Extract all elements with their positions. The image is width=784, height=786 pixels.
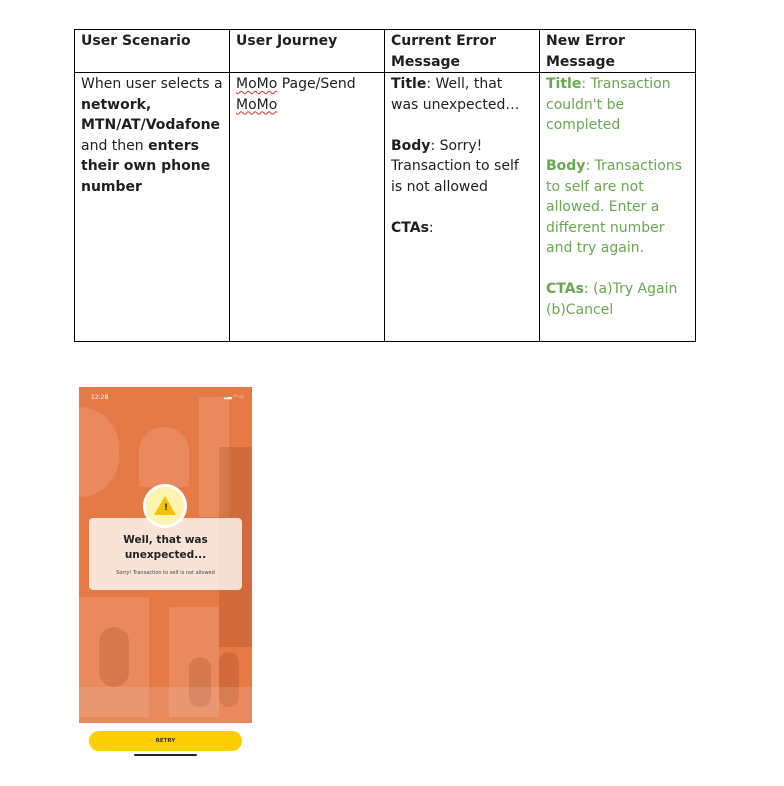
scenario-network-bold: network, MTN/AT/Vodafone: [81, 96, 221, 133]
cell-user-journey: [230, 73, 385, 342]
status-icons: ▂▃ ◠ ▭: [224, 394, 244, 400]
error-message-table: [74, 29, 696, 342]
current-ctas: [391, 218, 533, 239]
table-header-row: [75, 30, 696, 73]
new-ctas: [546, 279, 689, 320]
current-body-label: Body: [391, 137, 431, 154]
new-title: [546, 74, 689, 136]
table-row: [75, 73, 696, 342]
journey-momo-2: MoMo: [236, 96, 278, 113]
cell-new-error-message: [540, 73, 696, 342]
current-title-text: : Well, that was unexpected…: [391, 76, 520, 113]
header-new-error-message: New Error Message: [540, 30, 696, 73]
new-title-label: Title: [546, 76, 582, 92]
home-indicator: [134, 754, 197, 756]
scenario-text-2: and then: [81, 137, 149, 154]
scenario-text-1: When user selects a: [81, 76, 223, 92]
retry-button[interactable]: RETRY: [89, 731, 242, 751]
error-dialog: [89, 518, 242, 590]
status-time: 12:28: [91, 394, 109, 401]
current-body-text: : Sorry! Transaction to self is not allowed: [391, 137, 519, 195]
current-title-label: Title: [391, 76, 427, 92]
phone-screenshot: [79, 387, 252, 760]
cell-current-error-message: [385, 73, 540, 342]
journey-momo-1: MoMo: [236, 76, 278, 92]
current-body: [391, 136, 533, 198]
dialog-title: Well, that was unexpected...: [123, 534, 208, 561]
warning-icon: !: [143, 484, 187, 528]
journey-middle: Page/Send: [277, 76, 356, 92]
cell-user-scenario: [75, 73, 230, 342]
new-body-text: : Transactions to self are not allowed. Enter a different number and try again.: [546, 158, 682, 256]
new-title-text: : Transaction couldn't be completed: [546, 76, 671, 133]
phone-screen: [79, 387, 252, 723]
dialog-body: Sorry! Transaction to self is not allowed: [116, 570, 215, 576]
header-current-error-message: Current Error Message: [385, 30, 540, 73]
current-cta-label: CTAs: [391, 219, 429, 236]
header-user-scenario: User Scenario: [75, 30, 230, 73]
new-cta-text: : (a)Try Again (b)Cancel: [546, 281, 678, 318]
header-user-journey: User Journey: [230, 30, 385, 73]
current-title: [391, 74, 533, 115]
new-body: [546, 156, 689, 259]
new-body-label: Body: [546, 158, 586, 174]
new-cta-label: CTAs: [546, 281, 584, 297]
current-cta-text: :: [428, 219, 434, 236]
scenario-phone-bold: enters their own phone number: [81, 137, 211, 195]
